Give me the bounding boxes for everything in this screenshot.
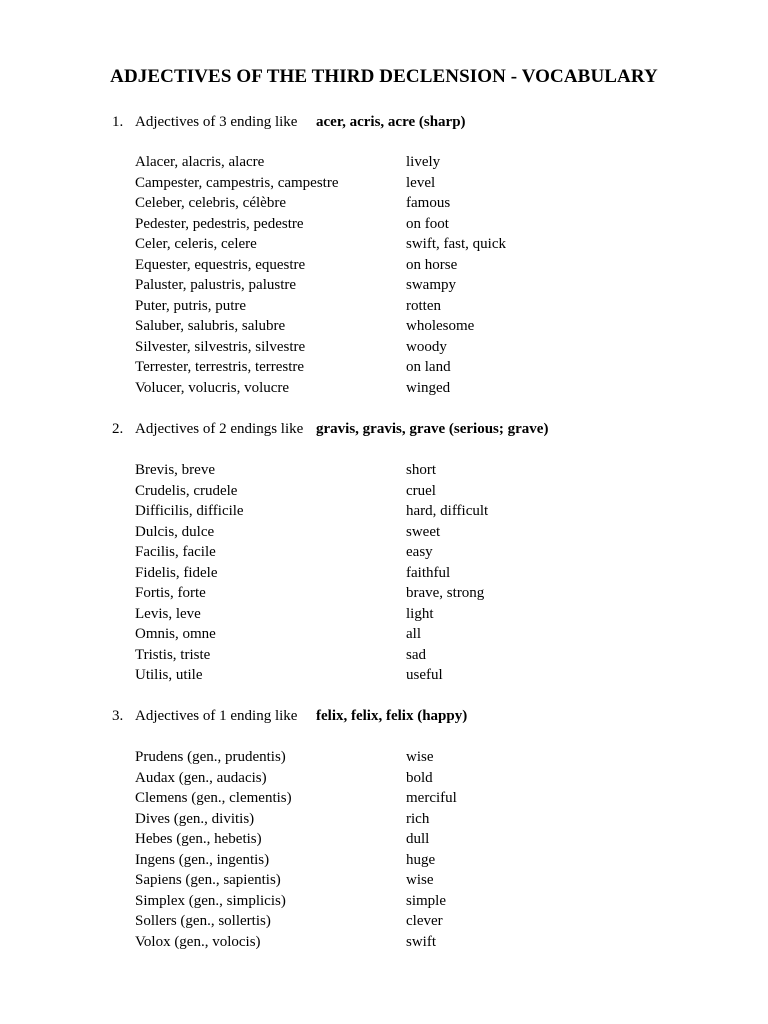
english-meaning: winged [406, 379, 451, 396]
vocab-row [0, 481, 768, 502]
latin-term: Celeber, celebris, célèbre [135, 195, 286, 211]
english-meaning: level [406, 174, 436, 191]
english-meaning: on horse [406, 256, 458, 273]
english-meaning: short [406, 462, 436, 478]
vocab-row [0, 747, 768, 768]
english-meaning: hard, difficult [406, 503, 489, 519]
latin-term: Levis, leve [135, 605, 201, 622]
section-heading [0, 706, 768, 728]
latin-term: Saluber, salubris, salubre [135, 318, 286, 334]
english-meaning: wise [406, 749, 434, 765]
section-example: gravis, gravis, grave (serious; grave) [316, 421, 549, 437]
section-description: Adjectives of 3 ending like [135, 114, 298, 130]
english-meaning: brave, strong [406, 585, 485, 601]
latin-term: Sollers (gen., sollertis) [135, 913, 271, 929]
vocab-row [0, 891, 768, 912]
vocab-list [0, 747, 768, 952]
latin-term: Ingens (gen., ingentis) [135, 851, 270, 868]
english-meaning: merciful [406, 790, 457, 806]
latin-term: Sapiens (gen., sapientis) [135, 872, 281, 888]
english-meaning: useful [406, 667, 443, 683]
latin-term: Difficilis, difficile [135, 503, 244, 519]
latin-term: Simplex (gen., simplicis) [135, 892, 286, 909]
vocab-row [0, 624, 768, 645]
vocab-row [0, 870, 768, 891]
latin-term: Volucer, volucris, volucre [135, 379, 290, 396]
english-meaning: all [406, 626, 421, 642]
english-meaning: sweet [406, 523, 441, 540]
vocab-row [0, 378, 768, 399]
vocab-row [0, 193, 768, 214]
english-meaning: wholesome [406, 318, 475, 334]
vocab-row [0, 255, 768, 276]
section-one-ending [0, 706, 768, 950]
latin-term: Prudens (gen., prudentis) [135, 749, 286, 765]
english-meaning: swampy [406, 277, 456, 293]
vocab-row [0, 665, 768, 686]
vocab-row [0, 357, 768, 378]
page-title: ADJECTIVES OF THE THIRD DECLENSION - VOCABULARY [110, 66, 658, 87]
latin-term: Brevis, breve [135, 462, 215, 478]
english-meaning: easy [406, 544, 433, 560]
vocab-row [0, 850, 768, 871]
english-meaning: wise [406, 872, 434, 888]
vocab-list [0, 152, 768, 398]
latin-term: Celer, celeris, celere [135, 236, 257, 252]
section-number: 3. [112, 708, 124, 724]
vocab-row [0, 768, 768, 789]
section-description: Adjectives of 2 endings like [135, 421, 304, 437]
latin-term: Alacer, alacris, alacre [135, 154, 265, 170]
section-heading [0, 419, 768, 441]
vocab-row [0, 275, 768, 296]
latin-term: Facilis, facile [135, 544, 216, 560]
vocab-row [0, 542, 768, 563]
vocab-row [0, 583, 768, 604]
section-example: acer, acris, acre (sharp) [316, 114, 466, 130]
vocab-row [0, 563, 768, 584]
vocab-row [0, 829, 768, 850]
latin-term: Paluster, palustris, palustre [135, 277, 297, 293]
english-meaning: clever [406, 913, 443, 929]
english-meaning: huge [406, 851, 436, 868]
latin-term: Equester, equestris, equestre [135, 256, 306, 273]
latin-term: Fortis, forte [135, 585, 206, 601]
latin-term: Pedester, pedestris, pedestre [135, 215, 304, 232]
english-meaning: simple [406, 892, 446, 909]
latin-term: Terrester, terrestris, terrestre [135, 359, 305, 375]
latin-term: Utilis, utile [135, 667, 203, 683]
latin-term: Volox (gen., volocis) [135, 933, 261, 950]
english-meaning: dull [406, 831, 430, 847]
latin-term: Omnis, omne [135, 626, 216, 642]
vocab-row [0, 460, 768, 481]
section-number: 1. [112, 114, 124, 130]
section-heading [0, 112, 768, 134]
vocab-row [0, 234, 768, 255]
latin-term: Dulcis, dulce [135, 523, 215, 540]
vocab-list [0, 460, 768, 686]
section-three-endings [0, 112, 768, 396]
latin-term: Silvester, silvestris, silvestre [135, 338, 306, 355]
english-meaning: faithful [406, 564, 451, 581]
latin-term: Dives (gen., divitis) [135, 810, 255, 827]
latin-term: Crudelis, crudele [135, 482, 238, 499]
section-number: 2. [112, 421, 124, 437]
english-meaning: on land [406, 359, 451, 375]
english-meaning: sad [406, 646, 426, 663]
latin-term: Campester, campestris, campestre [135, 174, 339, 191]
english-meaning: bold [406, 769, 433, 786]
english-meaning: cruel [406, 482, 436, 499]
english-meaning: swift, fast, quick [406, 236, 506, 252]
english-meaning: woody [406, 338, 447, 355]
english-meaning: famous [406, 195, 451, 211]
english-meaning: rich [406, 810, 430, 827]
vocab-row [0, 214, 768, 235]
latin-term: Fidelis, fidele [135, 564, 218, 581]
vocab-row [0, 645, 768, 666]
latin-term: Audax (gen., audacis) [135, 769, 267, 786]
section-description: Adjectives of 1 ending like [135, 708, 298, 724]
english-meaning: rotten [406, 297, 441, 314]
latin-term: Tristis, triste [135, 646, 211, 663]
vocab-row [0, 522, 768, 543]
vocab-row [0, 337, 768, 358]
section-example: felix, felix, felix (happy) [316, 708, 468, 724]
english-meaning: light [406, 605, 434, 622]
english-meaning: lively [406, 154, 441, 170]
vocab-row [0, 932, 768, 953]
vocab-row [0, 788, 768, 809]
vocab-row [0, 152, 768, 173]
vocab-row [0, 316, 768, 337]
vocab-row [0, 296, 768, 317]
vocab-row [0, 501, 768, 522]
vocab-row [0, 604, 768, 625]
english-meaning: swift [406, 933, 436, 950]
section-two-endings [0, 419, 768, 683]
latin-term: Puter, putris, putre [135, 297, 247, 314]
vocab-row [0, 173, 768, 194]
latin-term: Clemens (gen., clementis) [135, 790, 292, 806]
english-meaning: on foot [406, 215, 449, 232]
vocab-row [0, 809, 768, 830]
vocab-row [0, 911, 768, 932]
latin-term: Hebes (gen., hebetis) [135, 831, 262, 847]
